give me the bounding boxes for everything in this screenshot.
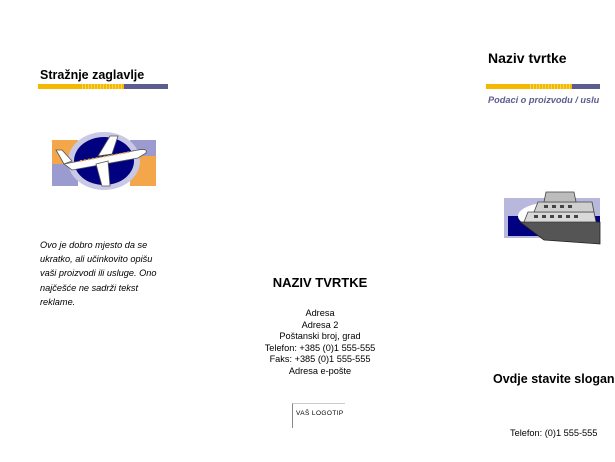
accent-bar-yellow xyxy=(38,84,80,89)
company-name-center: NAZIV TVRTKE xyxy=(272,275,368,290)
company-name-front: Naziv tvrtke xyxy=(488,50,567,66)
fax-line: Faks: +385 (0)1 555-555 xyxy=(269,354,371,365)
slogan: Ovdje stavite slogan xyxy=(493,372,615,386)
phone-line: Telefon: +385 (0)1 555-555 xyxy=(264,342,376,353)
address-line-2: Adresa 2 xyxy=(301,319,339,330)
phone-front: Telefon: (0)1 555-555 xyxy=(510,428,598,438)
email-line: Adresa e-pošte xyxy=(288,365,352,376)
logo-placeholder: VAŠ LOGOTIP xyxy=(292,403,345,428)
ship-icon xyxy=(504,186,600,252)
accent-bar-purple xyxy=(124,84,168,89)
address-line: Adresa xyxy=(305,308,335,318)
accent-bar-purple-right xyxy=(572,84,600,89)
airplane-icon xyxy=(50,130,158,192)
back-heading: Stražnje zaglavlje xyxy=(40,68,145,82)
accent-bar-dotted xyxy=(80,84,124,89)
accent-bar-dotted-right xyxy=(528,84,572,89)
description-text: Ovo je dobro mjesto da se ukratko, ali učinkovito opišu vaši proizvodi ili usluge. Ono najčešće ne sadrži tekst reklame. xyxy=(40,240,157,307)
postal-city: Poštanski broj, grad xyxy=(279,331,361,342)
product-subtitle: Podaci o proizvodu / uslu xyxy=(488,95,600,105)
address-block xyxy=(200,308,440,378)
accent-bar-yellow-right xyxy=(486,84,528,89)
